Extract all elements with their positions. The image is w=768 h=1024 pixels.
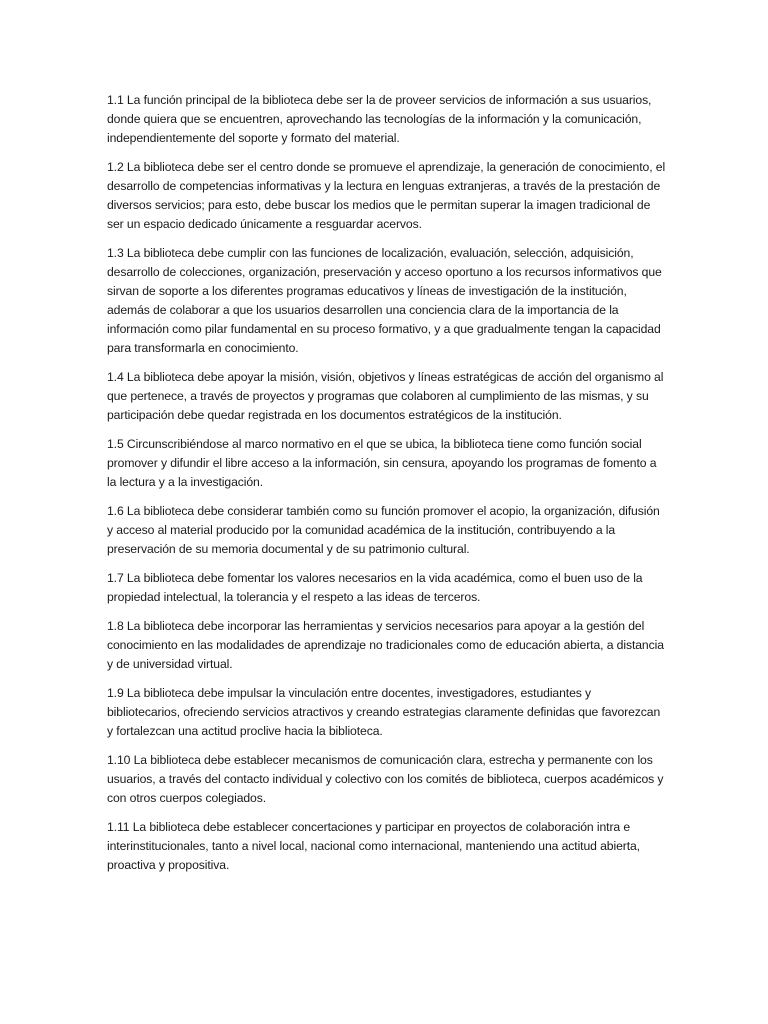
paragraph-1-9: 1.9 La biblioteca debe impulsar la vinculación entre docentes, investigadores, estudiantes y bibliotecarios, ofreciendo servicios atractivos y creando estrategias claramente definidas que favorezcan y fortalezcan una actitud proclive hacia la biblioteca. — [107, 686, 661, 738]
paragraph-1-1: 1.1 La función principal de la biblioteca debe ser la de proveer servicios de información a sus usuarios, donde quiera que se encuentren, aprovechando las tecnologías de la información y la comunicación, independientemente del soporte y formato del material. — [107, 93, 652, 145]
paragraph-1-6: 1.6 La biblioteca debe considerar también como su función promover el acopio, la organización, difusión y acceso al material producido por la comunidad académica de la institución, contribuyendo a la preservación de su memoria documental y de su patrimonio cultural. — [107, 504, 660, 556]
paragraph-1-2: 1.2 La biblioteca debe ser el centro donde se promueve el aprendizaje, la generación de conocimiento, el desarrollo de competencias informativas y la lectura en lenguas extranjeras, a través de la prestación de diversos servicios; para esto, debe buscar los medios que le permitan superar la imagen tradicional de ser un espacio dedicado únicamente a resguardar acervos. — [107, 160, 666, 231]
paragraph-1-10: 1.10 La biblioteca debe establecer mecanismos de comunicación clara, estrecha y permanente con los usuarios, a través del contacto individual y colectivo con los comités de biblioteca, cuerpos académicos y con otros cuerpos colegiados. — [107, 753, 664, 805]
document-body — [107, 91, 667, 885]
paragraph-1-5: 1.5 Circunscribiéndose al marco normativo en el que se ubica, la biblioteca tiene como función social promover y difundir el libre acceso a la información, sin censura, apoyando los programas de fomento a la lectura y a la investigación. — [107, 437, 657, 489]
paragraph-1-4: 1.4 La biblioteca debe apoyar la misión, visión, objetivos y líneas estratégicas de acción del organismo al que pertenece, a través de proyectos y programas que colaboren al cumplimiento de las mismas, y su participación debe quedar registrada en los documentos estratégicos de la institución. — [107, 370, 664, 422]
paragraph-1-8: 1.8 La biblioteca debe incorporar las herramientas y servicios necesarios para apoyar a la gestión del conocimiento en las modalidades de aprendizaje no tradicionales como de educación abierta, a distancia y de universidad virtual. — [107, 619, 664, 671]
paragraph-1-3: 1.3 La biblioteca debe cumplir con las funciones de localización, evaluación, selección, adquisición, desarrollo de colecciones, organización, preservación y acceso oportuno a los recursos informativos que sirvan de soporte a los diferentes programas educativos y líneas de investigación de la institución, además de colaborar a que los usuarios desarrollen una conciencia clara de la importancia de la información como pilar fundamental en su proceso formativo, y a que gradualmente tengan la capacidad para transformarla en conocimiento. — [107, 246, 662, 355]
paragraph-1-11: 1.11 La biblioteca debe establecer concertaciones y participar en proyectos de colaboración intra e interinstitucionales, tanto a nivel local, nacional como internacional, manteniendo una actitud abierta, proactiva y propositiva. — [107, 820, 640, 872]
paragraph-1-7: 1.7 La biblioteca debe fomentar los valores necesarios en la vida académica, como el buen uso de la propiedad intelectual, la tolerancia y el respeto a las ideas de terceros. — [107, 571, 643, 604]
